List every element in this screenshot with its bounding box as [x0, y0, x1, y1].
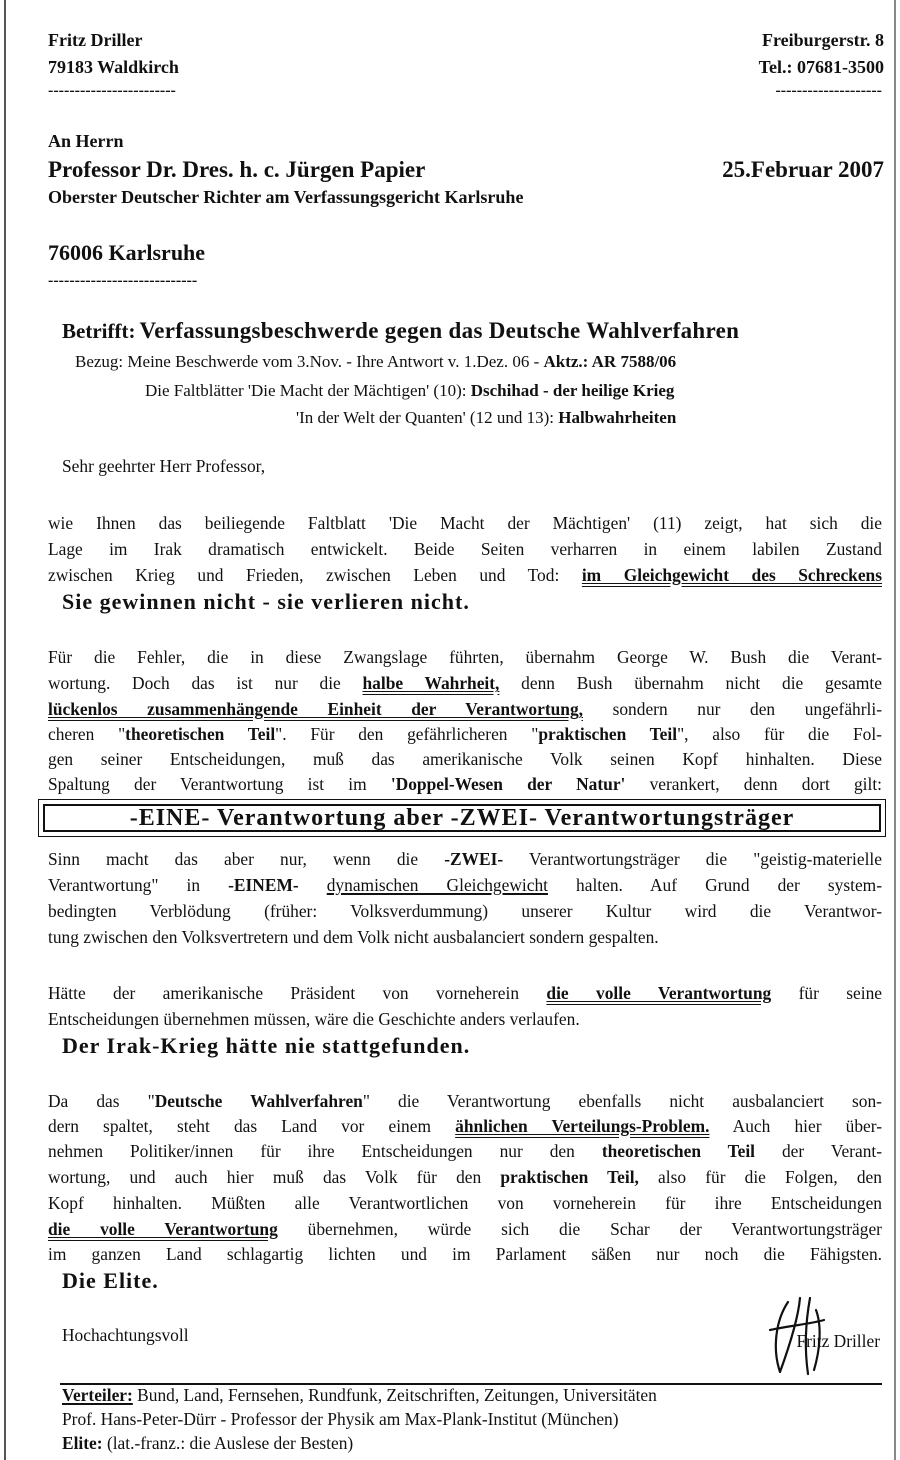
para5-line4	[48, 1166, 882, 1188]
highlight-distribution-problem: ähnlichen Verteilungs-Problem.	[455, 1116, 710, 1136]
para4-display: Der Irak-Krieg hätte nie stattgefunden.	[62, 1033, 471, 1058]
distribution-line2: Prof. Hans-Peter-Dürr - Professor der Physik am Max-Plank-Institut (München)	[62, 1409, 619, 1429]
para3-line1	[48, 848, 882, 870]
recipient-salutation: An Herrn	[48, 131, 124, 151]
para5-line1-a: Da das "	[48, 1091, 155, 1111]
closing: Hochachtungsvoll	[62, 1325, 189, 1345]
distribution-label: Verteiler:	[62, 1385, 133, 1405]
highlight-half-truth: halbe Wahrheit,	[362, 673, 500, 693]
reference-plain: Bezug: Meine Beschwerde vom 3.Nov. - Ihre Antwort v. 1.Dez. 06 -	[75, 352, 540, 371]
subject-text: Verfassungsbeschwerde gegen das Deutsche Wahlverfahren	[139, 318, 740, 343]
para5-display: Die Elite.	[62, 1268, 159, 1293]
para3-line2-d: halten. Auf Grund der system-	[576, 875, 882, 895]
para3-line1-c: Verantwortungsträger die "geistig-materielle	[529, 849, 882, 869]
para1-line1: wie Ihnen das beiliegende Faltblatt 'Die Macht der Mächtigen' (11) zeigt, hat sich die	[48, 513, 882, 533]
recipient-city: 76006 Karlsruhe	[48, 240, 206, 265]
para2-line4	[48, 723, 882, 745]
elite-definition: (lat.-franz.: die Auslese der Besten)	[106, 1433, 354, 1453]
reference-line	[75, 352, 676, 372]
para4-line2: Entscheidungen übernehmen müssen, wäre die Geschichte anders verlaufen.	[48, 1009, 580, 1029]
boxed-statement-frame	[43, 804, 881, 832]
elite-label: Elite:	[62, 1433, 103, 1453]
leaflet-2-topic: Halbwahrheiten	[558, 408, 677, 427]
para2-line3	[48, 698, 882, 720]
para2-line6-a: Spaltung der Verantwortung ist im	[48, 774, 367, 794]
sender-dash-right: --------------------	[775, 82, 882, 99]
distribution-line3	[62, 1433, 353, 1454]
para3-line4: tung zwischen den Volksvertretern und dem Volk nicht ausbalanciert sondern gespalten.	[48, 927, 659, 947]
highlight-practical-part: praktischen Teil	[538, 724, 678, 744]
para4-line1	[48, 982, 882, 1004]
para5-line6	[48, 1218, 882, 1240]
para2-line2-a: wortung. Doch das ist nur die	[48, 673, 341, 693]
recipient-dash: ----------------------------	[48, 272, 198, 289]
para2-line5: gen seiner Entscheidungen, muß das amerikanische Volk seinen Kopf hinhalten. Diese	[48, 749, 882, 769]
scan-edge-right	[894, 0, 896, 1460]
scan-edge-left	[4, 0, 6, 1460]
distribution-line1	[62, 1385, 657, 1406]
highlight-dynamic-equilibrium: dynamischen Gleichgewicht	[326, 875, 548, 895]
para2-line2-c: denn Bush übernahm nicht die gesamte	[521, 673, 882, 693]
para5-line1-c: " die Verantwortung ebenfalls nicht ausbalanciert son-	[362, 1091, 882, 1111]
distribution-list: Bund, Land, Fernsehen, Rundfunk, Zeitschriften, Zeitungen, Universitäten	[137, 1385, 657, 1405]
para3-line3: bedingten Verblödung (früher: Volksverdummung) unserer Kultur wird die Verantwor-	[48, 901, 882, 921]
para3-line2-a: Verantwortung" in	[48, 875, 201, 895]
para5-line6-b: übernehmen, würde sich die Schar der Verantwortungsträger	[307, 1219, 882, 1239]
para4-line1-c: für seine	[798, 983, 882, 1003]
boxed-statement-text: -EINE- Verantwortung aber -ZWEI- Verantwortungsträger	[129, 804, 795, 831]
para2-line4-c: ". Für den gefährlicheren "	[275, 724, 539, 744]
para1-line2: Lage im Irak dramatisch entwickelt. Beide Seiten verharren in einem labilen Zustand	[48, 539, 882, 559]
para4-line1-a: Hätte der amerikanische Präsident von vorneherein	[48, 983, 520, 1003]
signature-name: Fritz Driller	[796, 1331, 880, 1351]
highlight-one: -EINEM-	[228, 875, 299, 895]
para1-line3-text: zwischen Krieg und Frieden, zwischen Leben und Tod:	[48, 565, 560, 585]
para3-line2	[48, 874, 882, 896]
para2-line3-b: sondern nur den ungefährli-	[612, 699, 882, 719]
para1-display: Sie gewinnen nicht - sie verlieren nicht.	[62, 589, 470, 614]
sender-city: 79183 Waldkirch	[48, 57, 179, 77]
highlight-unity-of-responsibility: lückenlos zusammenhängende Einheit der Verantwortung,	[48, 699, 583, 719]
highlight-full-responsibility-1: die volle Verantwortung	[546, 983, 772, 1003]
para5-line3-c: der Verant-	[781, 1141, 883, 1161]
para1-line3	[48, 564, 882, 586]
leaflet-line-1	[145, 381, 674, 401]
para5-line1	[48, 1090, 882, 1112]
letter-date: 25.Februar 2007	[722, 157, 884, 182]
para2-line6-c: verankert, denn dort gilt:	[649, 774, 882, 794]
para5-line5: Kopf hinhalten. Müßten alle Verantwortlichen von vorneherein für ihre Entscheidungen	[48, 1193, 882, 1213]
boxed-statement	[38, 799, 886, 837]
para5-line4-a: wortung, und auch hier muß das Volk für den	[48, 1167, 482, 1187]
para5-line2-c: Auch hier über-	[732, 1116, 882, 1136]
highlight-theoretical-part: theoretischen Teil	[125, 724, 276, 744]
highlight-full-responsibility-2: die volle Verantwortung	[48, 1219, 278, 1239]
para5-line3-a: nehmen Politiker/innen für ihre Entscheidungen nur den	[48, 1141, 575, 1161]
recipient-name: Professor Dr. Dres. h. c. Jürgen Papier	[48, 157, 426, 182]
para5-line7: im ganzen Land schlagartig lichten und im Parlament säßen nur noch die Fähigsten.	[48, 1244, 882, 1264]
highlight-dual-nature: 'Doppel-Wesen der Natur'	[390, 774, 626, 794]
para5-line2-a: dern spaltet, steht das Land vor einem	[48, 1116, 431, 1136]
highlight-two: -ZWEI-	[444, 849, 504, 869]
greeting: Sehr geehrter Herr Professor,	[62, 456, 266, 476]
highlight-theoretical-part-2: theoretischen Teil	[601, 1141, 756, 1161]
subject-label: Betrifft:	[62, 319, 136, 343]
leaflet-line-2	[296, 408, 676, 428]
para5-line4-c: also für die Folgen, den	[658, 1167, 882, 1187]
para2-line6	[48, 773, 882, 795]
sender-name: Fritz Driller	[48, 30, 143, 50]
highlight-practical-part-2: praktischen Teil,	[500, 1167, 639, 1187]
para5-line3	[48, 1140, 882, 1162]
leaflet-2-title: 'In der Welt der Quanten' (12 und 13):	[296, 408, 554, 427]
highlight-balance-of-terror: im Gleichgewicht des Schreckens	[581, 565, 882, 585]
para3-line1-a: Sinn macht das aber nur, wenn die	[48, 849, 419, 869]
reference-file-number: Aktz.: AR 7588/06	[543, 352, 677, 371]
para5-line2	[48, 1115, 882, 1137]
recipient-title: Oberster Deutscher Richter am Verfassungsgericht Karlsruhe	[48, 187, 524, 207]
para2-line4-a: cheren "	[48, 724, 126, 744]
para2-line2	[48, 672, 882, 694]
highlight-german-electoral-procedure: Deutsche Wahlverfahren	[154, 1091, 363, 1111]
subject-line	[62, 318, 739, 344]
sender-tel: Tel.: 07681-3500	[758, 57, 884, 77]
para2-line4-e: ", also für die Fol-	[677, 724, 882, 744]
sender-dash: ------------------------	[48, 82, 176, 99]
para2-line1: Für die Fehler, die in diese Zwangslage führten, übernahm George W. Bush die Verant-	[48, 647, 882, 667]
leaflet-1-title: Die Faltblätter 'Die Macht der Mächtigen' (10):	[145, 381, 467, 400]
leaflet-1-topic: Dschihad - der heilige Krieg	[470, 381, 675, 400]
sender-street: Freiburgerstr. 8	[762, 30, 884, 50]
